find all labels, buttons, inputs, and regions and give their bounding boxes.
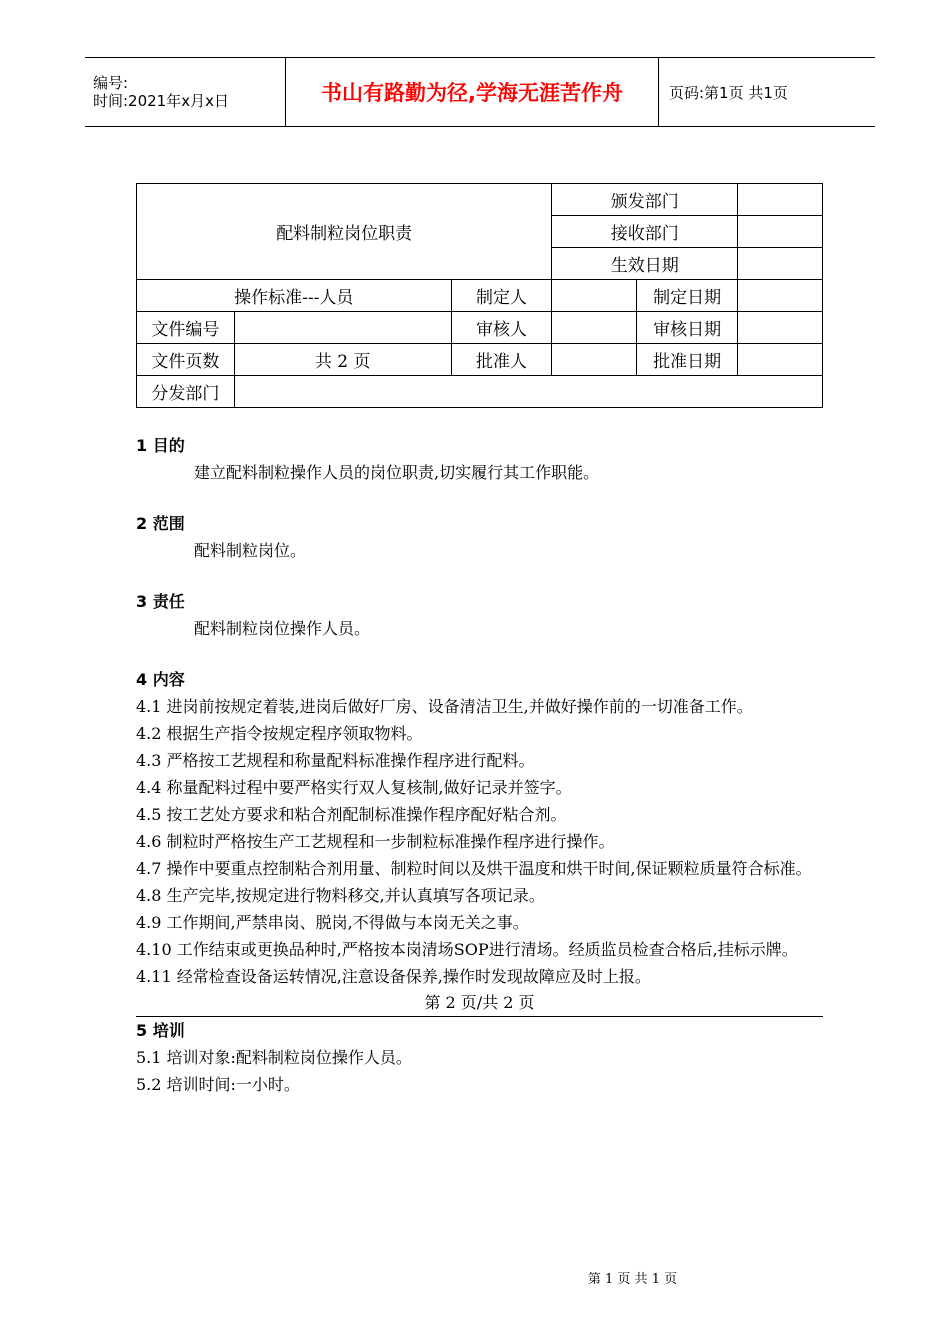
made-by-value — [552, 280, 637, 312]
section-2-title: 2 范围 — [136, 514, 185, 533]
header-page-cell — [659, 58, 875, 126]
page-indicator: 第 2 页/共 2 页 — [136, 990, 823, 1017]
made-date-value — [738, 280, 823, 312]
motto-text: 书山有路勤为径,学海无涯苦作舟 — [321, 81, 623, 105]
list-item: 4.3 严格按工艺规程和称量配料标准操作程序进行配料。 — [136, 751, 535, 770]
distribution-value — [234, 376, 822, 408]
list-item: 4.4 称量配料过程中要严格实行双人复核制,做好记录并签字。 — [136, 778, 572, 797]
section-5-title: 5 培训 — [136, 1021, 185, 1040]
list-item: 4.6 制粒时严格按生产工艺规程和一步制粒标准操作程序进行操作。 — [136, 832, 615, 851]
approver-label: 批准人 — [451, 344, 552, 376]
issue-dept-label: 颁发部门 — [552, 184, 738, 216]
distribution-label: 分发部门 — [137, 376, 235, 408]
header-left-cell — [85, 58, 285, 126]
approve-date-value — [738, 344, 823, 376]
time-label: 时间:2021年x月x日 — [93, 92, 229, 110]
receive-dept-value — [738, 216, 823, 248]
list-item: 4.10 工作结束或更换品种时,严格按本岗清场SOP进行清场。经质监员检查合格后,挂标示牌。 — [136, 940, 798, 959]
doc-pages-value: 共 2 页 — [234, 344, 451, 376]
section-3-text: 配料制粒岗位操作人员。 — [194, 619, 371, 638]
list-item: 4.1 进岗前按规定着装,进岗后做好厂房、设备清洁卫生,并做好操作前的一切准备工作。 — [136, 697, 753, 716]
header-motto-cell — [285, 58, 659, 126]
review-date-label: 审核日期 — [637, 312, 738, 344]
list-item: 4.7 操作中要重点控制粘合剂用量、制粒时间以及烘干温度和烘干时间,保证颗粒质量符合标准。 — [136, 859, 812, 878]
section-1-title: 1 目的 — [136, 436, 185, 455]
doc-pages-label: 文件页数 — [137, 344, 235, 376]
title-cell-bottom — [137, 248, 552, 280]
title-cell-top — [137, 184, 552, 216]
list-item: 4.2 根据生产指令按规定程序领取物料。 — [136, 724, 423, 743]
effective-date-value — [738, 248, 823, 280]
doc-title: 配料制粒岗位职责 — [137, 216, 552, 248]
approver-value — [552, 344, 637, 376]
made-by-label: 制定人 — [451, 280, 552, 312]
list-item: 5.1 培训对象:配料制粒岗位操作人员。 — [136, 1048, 412, 1067]
list-item: 4.9 工作期间,严禁串岗、脱岗,不得做与本岗无关之事。 — [136, 913, 529, 932]
list-item: 4.5 按工艺处方要求和粘合剂配制标准操作程序配好粘合剂。 — [136, 805, 567, 824]
list-item: 5.2 培训时间:一小时。 — [136, 1075, 300, 1094]
approve-date-label: 批准日期 — [637, 344, 738, 376]
page-footer: 第 1 页 共 1 页 — [587, 1272, 678, 1287]
page-label: 页码:第1页 共1页 — [669, 83, 788, 102]
standard-label: 操作标准---人员 — [137, 280, 452, 312]
section-2-text: 配料制粒岗位。 — [194, 541, 307, 560]
document-body — [136, 432, 836, 1098]
section-3-title: 3 责任 — [136, 592, 185, 611]
document-header — [85, 57, 875, 127]
made-date-label: 制定日期 — [637, 280, 738, 312]
doc-no-value — [234, 312, 451, 344]
receive-dept-label: 接收部门 — [552, 216, 738, 248]
reviewer-label: 审核人 — [451, 312, 552, 344]
document-info-table — [136, 183, 823, 408]
number-label: 编号: — [93, 74, 129, 92]
reviewer-value — [552, 312, 637, 344]
section-1-text: 建立配料制粒操作人员的岗位职责,切实履行其工作职能。 — [194, 463, 600, 482]
effective-date-label: 生效日期 — [552, 248, 738, 280]
issue-dept-value — [738, 184, 823, 216]
section-4-title: 4 内容 — [136, 670, 185, 689]
list-item: 4.8 生产完毕,按规定进行物料移交,并认真填写各项记录。 — [136, 886, 545, 905]
review-date-value — [738, 312, 823, 344]
list-item: 4.11 经常检查设备运转情况,注意设备保养,操作时发现故障应及时上报。 — [136, 967, 651, 986]
doc-no-label: 文件编号 — [137, 312, 235, 344]
